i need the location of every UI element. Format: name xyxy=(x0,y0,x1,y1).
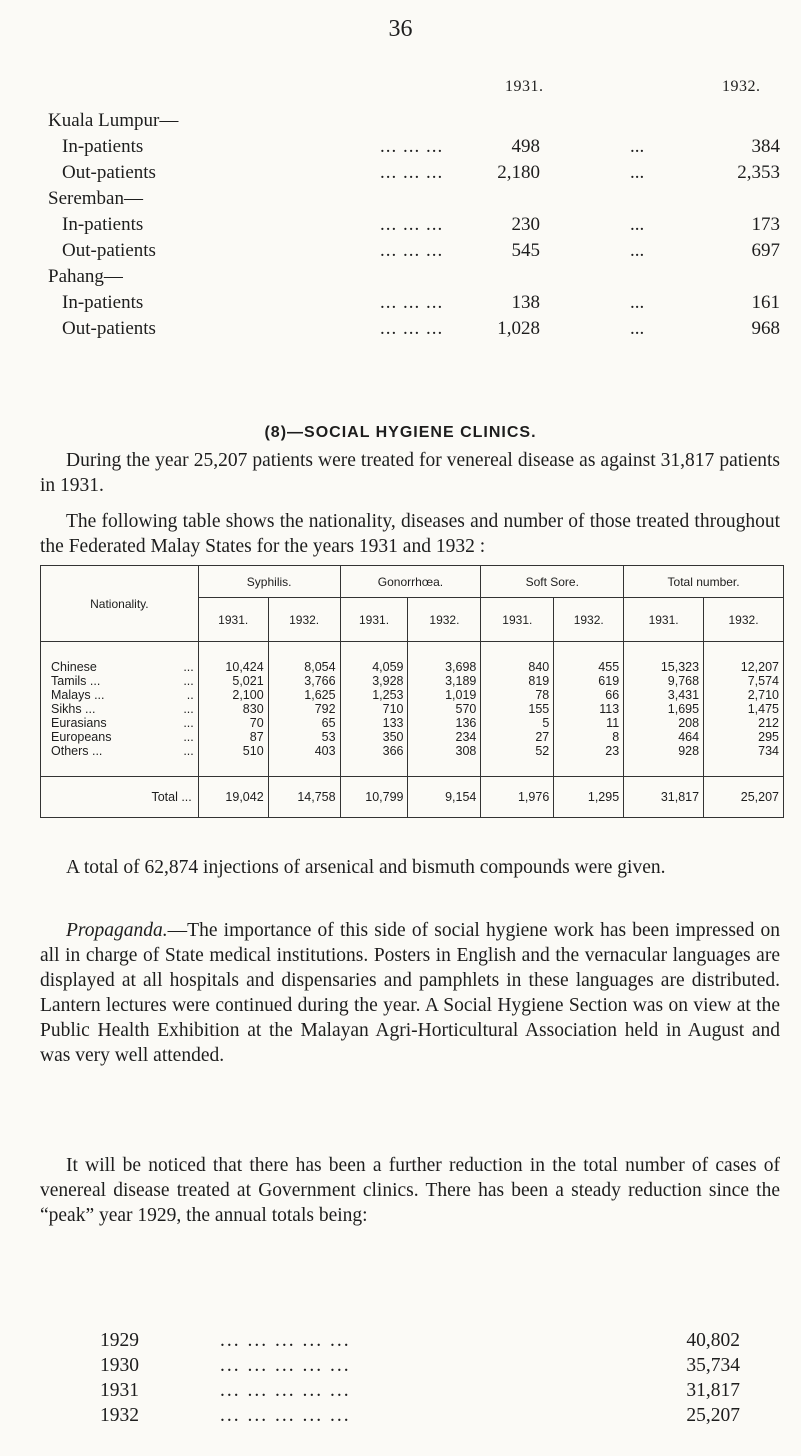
annual-year: 1930 xyxy=(100,1355,139,1376)
paragraph-text: The following table shows the nationality, diseases and number of those treated throughout the Federated Malay States for the years 1931 and 1932 : xyxy=(40,511,780,557)
value-cell: 113 xyxy=(554,702,624,716)
leader-dots: ... xyxy=(183,702,194,716)
nationality-table xyxy=(40,565,784,818)
annual-value: 31,817 xyxy=(686,1380,740,1401)
value-cell: 8,054 xyxy=(268,660,340,674)
total-value-cell: 14,758 xyxy=(268,777,340,818)
stat-label: Out-patients xyxy=(62,318,156,339)
paragraph-text: A total of 62,874 injections of arsenical and bismuth compounds were given. xyxy=(66,857,666,878)
value-cell: 9,768 xyxy=(624,674,704,688)
annual-year: 1931 xyxy=(100,1380,139,1401)
value-cell: 5,021 xyxy=(198,674,268,688)
nationality-cell xyxy=(41,744,199,758)
paragraph-injections xyxy=(40,855,780,880)
leader-dots: ... xyxy=(630,214,645,235)
leader-dots: ... ... ... xyxy=(380,162,444,183)
value-cell: 12,207 xyxy=(704,660,784,674)
year-header: 1932. xyxy=(268,598,340,642)
leader-dots: ... ... ... xyxy=(380,240,444,261)
stat-1931: 545 xyxy=(511,240,540,261)
stat-1932: 968 xyxy=(751,318,780,339)
group-kuala-lumpur: Kuala Lumpur— xyxy=(48,110,179,131)
stat-label: Out-patients xyxy=(62,162,156,183)
value-cell: 7,574 xyxy=(704,674,784,688)
hospital-stats xyxy=(40,78,780,342)
value-cell: 464 xyxy=(624,730,704,744)
leader-dots: ... ... ... ... ... xyxy=(220,1330,351,1351)
total-value-cell: 1,976 xyxy=(481,777,554,818)
stat-1931: 138 xyxy=(511,292,540,313)
total-value-cell: 19,042 xyxy=(198,777,268,818)
value-cell: 840 xyxy=(481,660,554,674)
value-cell: 4,059 xyxy=(340,660,408,674)
leader-dots: ... ... ... ... ... xyxy=(220,1405,351,1426)
annual-value: 40,802 xyxy=(686,1330,740,1351)
total-value-cell: 9,154 xyxy=(408,777,481,818)
value-cell: 3,928 xyxy=(340,674,408,688)
value-cell: 792 xyxy=(268,702,340,716)
nationality-header: Nationality. xyxy=(41,566,199,642)
value-cell: 2,100 xyxy=(198,688,268,702)
annual-value: 25,207 xyxy=(686,1405,740,1426)
value-cell: 1,019 xyxy=(408,688,481,702)
nationality-name: Sikhs ... xyxy=(51,702,96,716)
nationality-name: Malays ... xyxy=(51,688,105,702)
propaganda-lead: Propaganda. xyxy=(66,920,168,941)
syphilis-header: Syphilis. xyxy=(198,566,340,598)
stat-row xyxy=(40,238,780,264)
paragraph-text: During the year 25,207 patients were treated for venereal disease as against 31,817 patients in 1931. xyxy=(40,450,780,496)
nationality-name: Others ... xyxy=(51,744,103,758)
nationality-name: Tamils ... xyxy=(51,674,101,688)
value-cell: 1,625 xyxy=(268,688,340,702)
year-header: 1932. xyxy=(554,598,624,642)
stat-1932: 161 xyxy=(751,292,780,313)
value-cell: 928 xyxy=(624,744,704,758)
year-header: 1931. xyxy=(481,598,554,642)
total-value-cell: 10,799 xyxy=(340,777,408,818)
stat-label: Out-patients xyxy=(62,240,156,261)
stat-label: In-patients xyxy=(62,136,144,157)
value-cell: 619 xyxy=(554,674,624,688)
value-cell: 570 xyxy=(408,702,481,716)
value-cell: 5 xyxy=(481,716,554,730)
leader-dots: ... ... ... ... ... xyxy=(220,1355,351,1376)
table-row xyxy=(41,702,784,716)
annual-value: 35,734 xyxy=(686,1355,740,1376)
total-row xyxy=(41,777,784,818)
leader-dots: ... xyxy=(183,730,194,744)
total-number-header: Total number. xyxy=(624,566,784,598)
value-cell: 15,323 xyxy=(624,660,704,674)
stat-row xyxy=(40,134,780,160)
nationality-cell xyxy=(41,660,199,674)
stat-label: In-patients xyxy=(62,214,144,235)
stat-1931: 2,180 xyxy=(497,162,540,183)
annual-total-row xyxy=(100,1328,740,1353)
value-cell: 87 xyxy=(198,730,268,744)
value-cell: 3,189 xyxy=(408,674,481,688)
leader-dots: ... ... ... xyxy=(380,292,444,313)
leader-dots: ... ... ... xyxy=(380,136,444,157)
total-value-cell: 1,295 xyxy=(554,777,624,818)
group-seremban: Seremban— xyxy=(48,188,143,209)
value-cell: 52 xyxy=(481,744,554,758)
table-row xyxy=(41,674,784,688)
nationality-cell xyxy=(41,688,199,702)
paragraph-text: It will be noticed that there has been a further reduction in the total number of cases of venereal disease treated at Government clinics. There has been a steady reduction since the “peak” year 1929, the annual totals being: xyxy=(40,1155,780,1226)
soft-sore-header: Soft Sore. xyxy=(481,566,624,598)
annual-year: 1932 xyxy=(100,1405,139,1426)
total-value-cell: 31,817 xyxy=(624,777,704,818)
paragraph-venereal-total xyxy=(40,448,780,498)
year-header: 1932. xyxy=(704,598,784,642)
stat-1932: 697 xyxy=(751,240,780,261)
stat-1931: 230 xyxy=(511,214,540,235)
value-cell: 1,253 xyxy=(340,688,408,702)
year-header: 1931. xyxy=(624,598,704,642)
value-cell: 295 xyxy=(704,730,784,744)
value-cell: 830 xyxy=(198,702,268,716)
leader-dots: ... xyxy=(630,162,645,183)
value-cell: 65 xyxy=(268,716,340,730)
value-cell: 136 xyxy=(408,716,481,730)
paragraph-reduction xyxy=(40,1153,780,1228)
nationality-cell xyxy=(41,730,199,744)
year-header: 1931. xyxy=(198,598,268,642)
value-cell: 11 xyxy=(554,716,624,730)
value-cell: 10,424 xyxy=(198,660,268,674)
leader-dots: ... xyxy=(183,660,194,674)
stat-1931: 498 xyxy=(511,136,540,157)
leader-dots: ... ... ... xyxy=(380,214,444,235)
value-cell: 212 xyxy=(704,716,784,730)
stat-row xyxy=(40,290,780,316)
value-cell: 308 xyxy=(408,744,481,758)
leader-dots: ... xyxy=(630,136,645,157)
total-value-cell: 25,207 xyxy=(704,777,784,818)
leader-dots: ... xyxy=(183,716,194,730)
value-cell: 3,431 xyxy=(624,688,704,702)
year-header: 1931. xyxy=(340,598,408,642)
value-cell: 1,695 xyxy=(624,702,704,716)
stat-1932: 384 xyxy=(751,136,780,157)
total-label: Total ... xyxy=(41,777,199,818)
value-cell: 78 xyxy=(481,688,554,702)
nationality-cell xyxy=(41,716,199,730)
stat-1931: 1,028 xyxy=(497,318,540,339)
year-header-1932: 1932. xyxy=(722,78,761,95)
value-cell: 155 xyxy=(481,702,554,716)
table-row xyxy=(41,688,784,702)
stat-row xyxy=(40,212,780,238)
value-cell: 366 xyxy=(340,744,408,758)
value-cell: 23 xyxy=(554,744,624,758)
value-cell: 133 xyxy=(340,716,408,730)
table-row xyxy=(41,744,784,758)
value-cell: 66 xyxy=(554,688,624,702)
gonorrhoea-header: Gonorrhœa. xyxy=(340,566,481,598)
stat-row xyxy=(40,316,780,342)
value-cell: 350 xyxy=(340,730,408,744)
value-cell: 8 xyxy=(554,730,624,744)
leader-dots: ... xyxy=(630,240,645,261)
table-row xyxy=(41,730,784,744)
nationality-name: Eurasians xyxy=(51,716,107,730)
value-cell: 510 xyxy=(198,744,268,758)
annual-total-row xyxy=(100,1403,740,1428)
nationality-cell xyxy=(41,674,199,688)
value-cell: 3,698 xyxy=(408,660,481,674)
paragraph-table-intro xyxy=(40,509,780,559)
leader-dots: ... xyxy=(183,674,194,688)
nationality-name: Chinese xyxy=(51,660,97,674)
paragraph-propaganda xyxy=(40,918,780,1068)
annual-total-row xyxy=(100,1378,740,1403)
value-cell: 70 xyxy=(198,716,268,730)
year-header-1931: 1931. xyxy=(505,78,544,95)
leader-dots: ... xyxy=(183,744,194,758)
value-cell: 234 xyxy=(408,730,481,744)
leader-dots: ... ... ... ... ... xyxy=(220,1380,351,1401)
stat-row xyxy=(40,160,780,186)
stat-label: In-patients xyxy=(62,292,144,313)
value-cell: 1,475 xyxy=(704,702,784,716)
paragraph-text: —The importance of this side of social hygiene work has been impressed on all in charge of State medical institutions. Posters in English and the vernacular languages are displayed at all hospitals and dispensaries and pamphlets in these languages are distributed. Lantern lectures were continued during the year. A Social Hygiene Section was on view at the Public Health Exhibition at the Malayan Agri-Horticultural Association held in August and was very well attended. xyxy=(40,920,780,1066)
value-cell: 710 xyxy=(340,702,408,716)
section-title: (8)—SOCIAL HYGIENE CLINICS. xyxy=(264,424,537,441)
table-row xyxy=(41,716,784,730)
page-number: 36 xyxy=(388,16,413,42)
leader-dots: ... xyxy=(630,292,645,313)
leader-dots: ... ... ... xyxy=(380,318,444,339)
year-header: 1932. xyxy=(408,598,481,642)
group-pahang: Pahang— xyxy=(48,266,123,287)
value-cell: 734 xyxy=(704,744,784,758)
value-cell: 208 xyxy=(624,716,704,730)
value-cell: 53 xyxy=(268,730,340,744)
value-cell: 455 xyxy=(554,660,624,674)
annual-total-row xyxy=(100,1353,740,1378)
value-cell: 27 xyxy=(481,730,554,744)
value-cell: 2,710 xyxy=(704,688,784,702)
annual-totals-list xyxy=(100,1328,740,1428)
stat-1932: 173 xyxy=(751,214,780,235)
value-cell: 403 xyxy=(268,744,340,758)
stat-1932: 2,353 xyxy=(737,162,780,183)
table-row xyxy=(41,660,784,674)
leader-dots: ... xyxy=(630,318,645,339)
annual-year: 1929 xyxy=(100,1330,139,1351)
value-cell: 3,766 xyxy=(268,674,340,688)
nationality-name: Europeans xyxy=(51,730,112,744)
value-cell: 819 xyxy=(481,674,554,688)
leader-dots: .. xyxy=(186,688,194,702)
nationality-cell xyxy=(41,702,199,716)
